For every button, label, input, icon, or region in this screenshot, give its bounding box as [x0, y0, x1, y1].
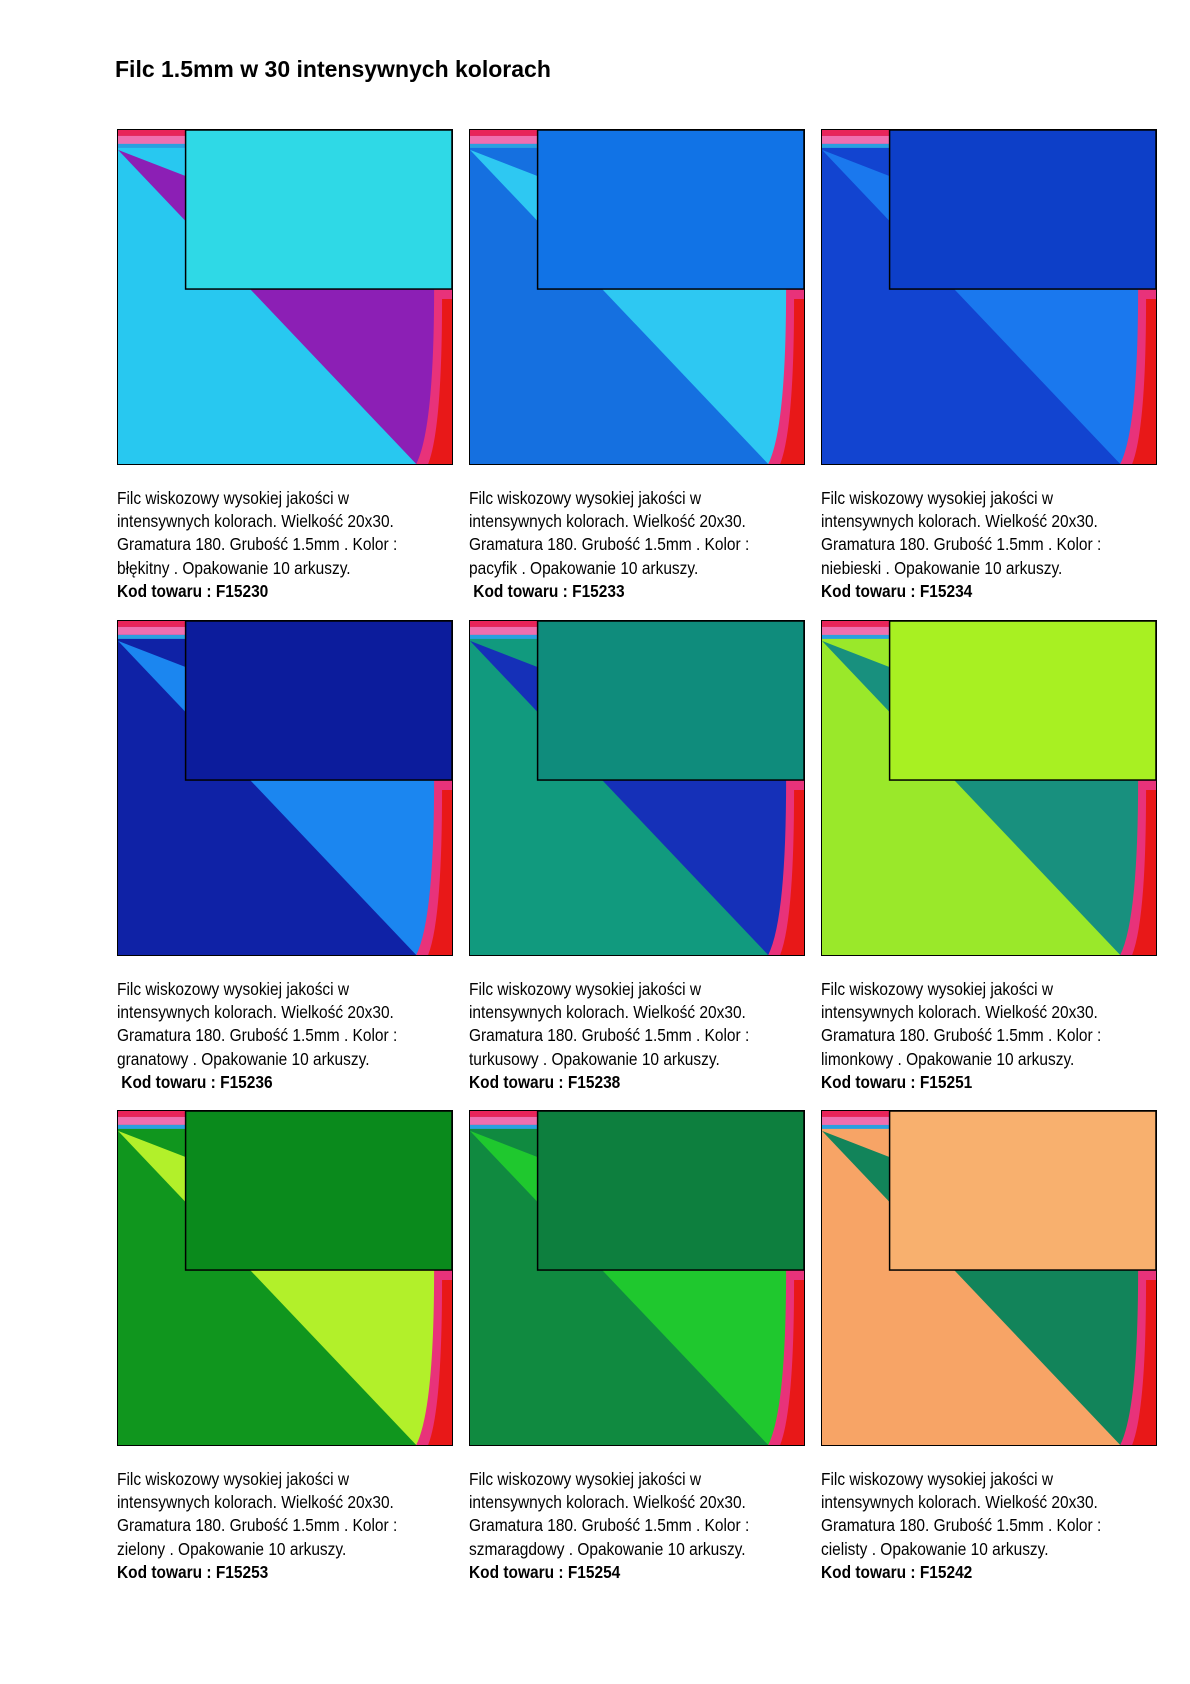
- description-line: Filc wiskozowy wysokiej jakości w: [821, 488, 1054, 508]
- description-line: intensywnych kolorach. Wielkość 20x30.: [821, 1492, 1098, 1513]
- product-code: Kod towaru : F15236: [117, 1071, 273, 1092]
- description-line: pacyfik . Opakowanie 10 arkuszy.: [469, 557, 699, 578]
- product-description: [117, 978, 457, 1094]
- product-code: Kod towaru : F15233: [469, 580, 625, 601]
- description-line: Gramatura 180. Grubość 1.5mm . Kolor :: [821, 534, 1102, 555]
- product-card: [821, 129, 1161, 603]
- description-line: intensywnych kolorach. Wielkość 20x30.: [117, 1492, 394, 1513]
- description-line: limonkowy . Opakowanie 10 arkuszy.: [821, 1048, 1075, 1069]
- description-line: cielisty . Opakowanie 10 arkuszy.: [821, 1538, 1049, 1559]
- description-line: intensywnych kolorach. Wielkość 20x30.: [117, 1002, 394, 1023]
- description-line: intensywnych kolorach. Wielkość 20x30.: [469, 1492, 746, 1513]
- description-line: błękitny . Opakowanie 10 arkuszy.: [117, 557, 351, 578]
- felt-color-swatch: [469, 129, 805, 465]
- description-line: intensywnych kolorach. Wielkość 20x30.: [117, 511, 394, 532]
- product-card: [469, 620, 809, 1094]
- product-description: [821, 487, 1161, 603]
- description-line: Filc wiskozowy wysokiej jakości w: [117, 979, 350, 999]
- description-line: Gramatura 180. Grubość 1.5mm . Kolor :: [821, 1515, 1102, 1536]
- product-card: [821, 1110, 1161, 1584]
- description-line: intensywnych kolorach. Wielkość 20x30.: [821, 511, 1098, 532]
- product-code: Kod towaru : F15242: [821, 1561, 973, 1582]
- product-code: Kod towaru : F15253: [117, 1561, 269, 1582]
- product-description: [469, 1468, 809, 1584]
- description-line: Gramatura 180. Grubość 1.5mm . Kolor :: [117, 1025, 398, 1046]
- product-description: [469, 487, 809, 603]
- description-line: Filc wiskozowy wysokiej jakości w: [469, 1469, 702, 1489]
- felt-color-swatch: [469, 1110, 805, 1446]
- description-line: Filc wiskozowy wysokiej jakości w: [821, 979, 1054, 999]
- description-line: Filc wiskozowy wysokiej jakości w: [117, 488, 350, 508]
- description-line: Filc wiskozowy wysokiej jakości w: [117, 1469, 350, 1489]
- product-code: Kod towaru : F15254: [469, 1561, 621, 1582]
- felt-color-swatch: [821, 620, 1157, 956]
- description-line: Gramatura 180. Grubość 1.5mm . Kolor :: [117, 1515, 398, 1536]
- description-line: intensywnych kolorach. Wielkość 20x30.: [821, 1002, 1098, 1023]
- product-card: [821, 620, 1161, 1094]
- description-line: intensywnych kolorach. Wielkość 20x30.: [469, 1002, 746, 1023]
- felt-color-swatch: [117, 129, 453, 465]
- product-code: Kod towaru : F15238: [469, 1071, 621, 1092]
- product-code: Kod towaru : F15251: [821, 1071, 973, 1092]
- description-line: granatowy . Opakowanie 10 arkuszy.: [117, 1048, 370, 1069]
- product-card: [117, 129, 457, 603]
- felt-color-swatch: [469, 620, 805, 956]
- description-line: intensywnych kolorach. Wielkość 20x30.: [469, 511, 746, 532]
- felt-color-swatch: [117, 1110, 453, 1446]
- description-line: Filc wiskozowy wysokiej jakości w: [469, 488, 702, 508]
- description-line: szmaragdowy . Opakowanie 10 arkuszy.: [469, 1538, 746, 1559]
- description-line: Gramatura 180. Grubość 1.5mm . Kolor :: [469, 1515, 750, 1536]
- description-line: Filc wiskozowy wysokiej jakości w: [821, 1469, 1054, 1489]
- product-description: [469, 978, 809, 1094]
- product-code: Kod towaru : F15234: [821, 580, 973, 601]
- description-line: Gramatura 180. Grubość 1.5mm . Kolor :: [821, 1025, 1102, 1046]
- product-description: [821, 978, 1161, 1094]
- product-card: [469, 1110, 809, 1584]
- description-line: Gramatura 180. Grubość 1.5mm . Kolor :: [469, 534, 750, 555]
- description-line: Filc wiskozowy wysokiej jakości w: [469, 979, 702, 999]
- product-code: Kod towaru : F15230: [117, 580, 269, 601]
- product-description: [117, 1468, 457, 1584]
- product-card: [117, 620, 457, 1094]
- description-line: Gramatura 180. Grubość 1.5mm . Kolor :: [469, 1025, 750, 1046]
- product-description: [117, 487, 457, 603]
- product-card: [117, 1110, 457, 1584]
- product-card: [469, 129, 809, 603]
- description-line: Gramatura 180. Grubość 1.5mm . Kolor :: [117, 534, 398, 555]
- description-line: niebieski . Opakowanie 10 arkuszy.: [821, 557, 1063, 578]
- felt-color-swatch: [821, 1110, 1157, 1446]
- felt-color-swatch: [117, 620, 453, 956]
- description-line: turkusowy . Opakowanie 10 arkuszy.: [469, 1048, 720, 1069]
- page-title: Filc 1.5mm w 30 intensywnych kolorach: [115, 56, 551, 82]
- felt-color-swatch: [821, 129, 1157, 465]
- product-description: [821, 1468, 1161, 1584]
- description-line: zielony . Opakowanie 10 arkuszy.: [117, 1538, 347, 1559]
